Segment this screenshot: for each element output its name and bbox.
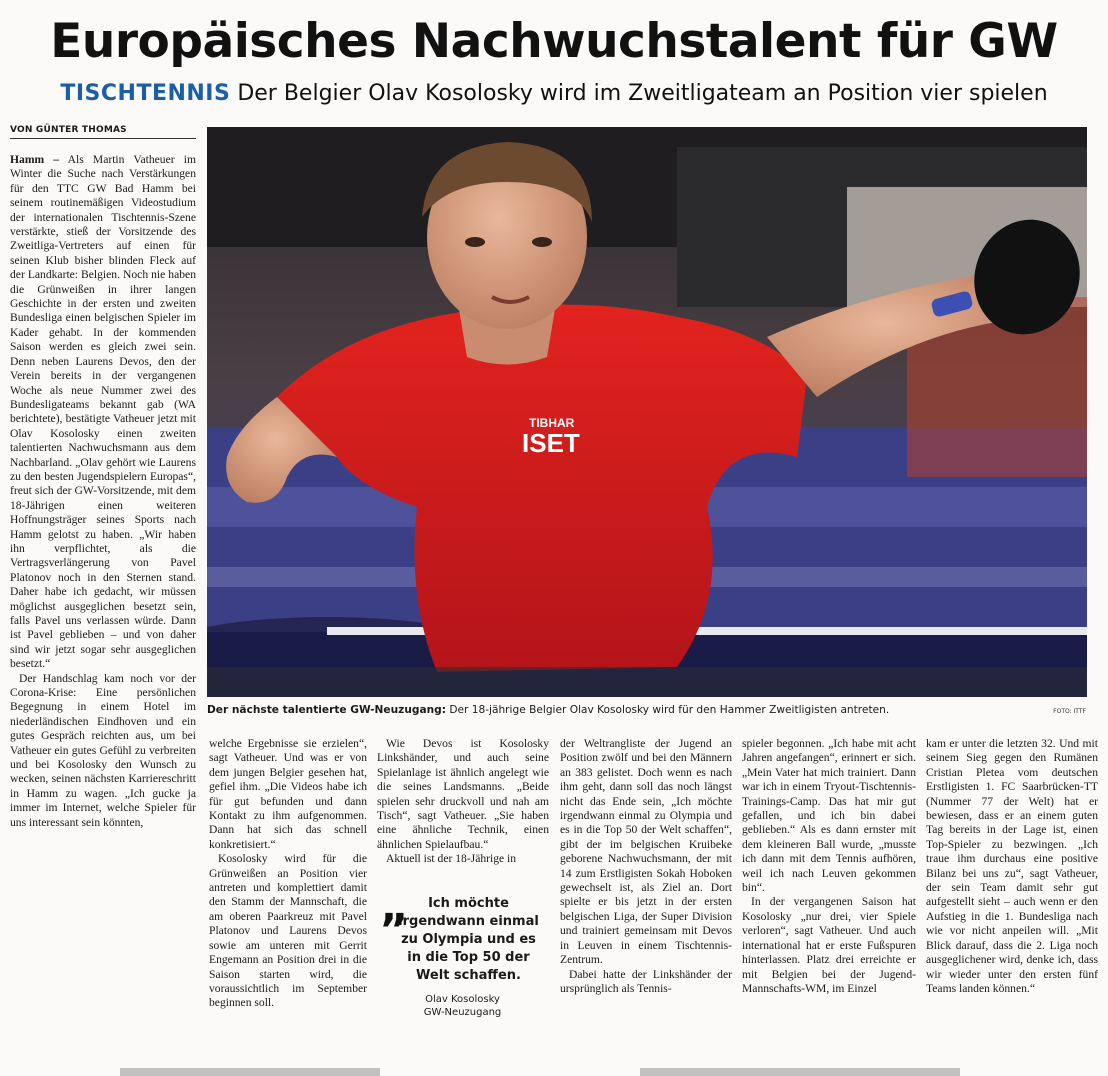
- cut-off-headline-fragment: [0, 1062, 1108, 1076]
- photo-caption: [207, 704, 1087, 716]
- table-tennis-player-image: [207, 127, 1087, 697]
- dateline: Hamm –: [10, 153, 60, 166]
- paragraph: Kosolosky wird für die Grünweißen an Position vier antreten und komplettiert damit den Stamm der Mannschaft, die am oberen Paarkreuz mit Pavel Platonov und Laurens Devos sowie am unteren mit Gerrit Engemann an Position drei in die Saison starten wird, die voraussichtlich im September beginnen soll.: [209, 852, 367, 1010]
- paragraph: welche Ergebnisse sie erzielen“, sagt Vatheuer. Und was er von dem jungen Belgier gesehen hat, gefiel ihm. „Die Videos habe ich für gut befunden und dann Kontakt zu ihm aufgenommen. Dann hat sich das schnell konkretisiert.“: [209, 737, 367, 851]
- paragraph: Der Handschlag kam noch vor der Corona-Krise: Eine persönlichen Begegnung in einem Hotel im niederländischen Eindhoven und ein gutes Gespräch reichten aus, um bei Vatheuer ein gutes Gefühl zu verbreiten und bei Kosolosky den Wunsch zu wecken, seinen nächsten Karriereschritt in Hamm zu wagen. „Ich gucke ja immer im Internet, welche Spieler für uns interessant sein könnten,: [10, 671, 196, 829]
- paragraph-text: Als Martin Vatheuer im Winter die Suche nach Verstärkungen für den TTC GW Bad Hamm bei seinem routinemäßigen Videostudium der internationalen Tischtennis-Szene verstärkte, stieß der Vorsitzende des Zweitliga-Vertreters auf einen für seinen Klub bisher blinden Fleck auf der Landkarte: Belgien. Noch nie haben die Grünweißen in ihrer langen Geschichte in der ersten und zweiten Bundesliga einen belgischen Spieler im Kader gehabt. In der kommenden Saison werden es gleich zwei sein. Denn neben Laurens Devos, den der Verein bereits in der vergangenen Woche als neue Nummer zwei des Bundesligateams bekannt gab (WA berichtete), bestätigte Vatheuer jetzt mit Olav Kosolosky einen zweiten talentierten Nachwuchsmann aus dem Nachbarland. „Olav gehört wie Laurens zu den besten Jugendspielern Europas“, freut sich der GW-Vorsitzende, mit dem 18-Jährigen einen weiteren Hoffnungsträger seines Sports nach Hamm gelotst zu haben. „Wir haben ihn verpflichtet, als die Vertragsverlängerung von Pavel Platonov noch in den Sternen stand. Daher habe ich gedacht, wir müssen möglichst ausgeglichen besetzt sein, falls Pavel uns verlassen würde. Dann ist Pavel geblieben – und von daher sind wir jetzt sogar sehr ausgeglichen besetzt.“: [10, 153, 196, 671]
- rubric-label: TISCHTENNIS: [60, 81, 231, 106]
- quote-mark: „: [380, 881, 409, 932]
- jersey-brand: TIBHAR: [529, 416, 575, 430]
- article-photo: [207, 127, 1087, 697]
- caption-lead: Der nächste talentierte GW-Neuzugang:: [207, 704, 446, 716]
- headline: Europäisches Nachwuchstalent für GW: [50, 14, 1058, 69]
- paragraph: Wie Devos ist Kosolosky Linkshänder, und auch seine Spielanlage ist ähnlich angelegt wie die seines Landsmanns. „Beide spielen sehr druckvoll und nah am Tisch“, sagt Vatheuer. „Sie haben eine ähnliche Technik, einen ähnlichen Spielaufbau.“: [377, 737, 549, 851]
- column-5: [742, 737, 916, 996]
- paragraph: [10, 153, 196, 672]
- subheadline-line: [0, 81, 1108, 106]
- quote-author: Olav Kosolosky: [425, 994, 500, 1005]
- paragraph: In der vergangenen Saison hat Kosolosky „nur drei, vier Spiele verloren“, sagt Vatheuer. Und auch international hat er erste Fußspuren hinterlassen. Platz drei erreichte er mit Belgien bei der Jugend-Mannschafts-WM, im Einzel: [742, 895, 916, 995]
- paragraph: Aktuell ist der 18-Jährige in: [386, 852, 517, 866]
- paragraph: spieler begonnen. „Ich habe mit acht Jahren angefangen“, erinnert er sich. „Mein Vater hat mich trainiert. Dann war ich in einem Tryout-Tischtennis-Trainings-Camp. Das hat mir gut gefallen, und ich bin dabei geblieben.“ Als es dann ernster mit dem kleineren Ball wurde, „musste ich dann mit dem Tennis aufhören, weil ich nach Leuven gekommen bin“.: [742, 737, 916, 895]
- quote-author-role: GW-Neuzugang: [423, 1007, 502, 1018]
- jersey-text: ISET: [522, 428, 580, 458]
- column-1: [10, 153, 196, 1053]
- cut-off-next-article: [0, 1062, 1108, 1076]
- paragraph: Dabei hatte der Linkshänder der ursprünglich als Tennis-: [560, 967, 732, 995]
- caption-text: Der 18-jährige Belgier Olav Kosolosky wird für den Hammer Zweitligisten antreten.: [445, 704, 890, 716]
- paragraph: kam er unter die letzten 32. Und mit seinem Sieg gegen den Rumänen Cristian Pletea vom deutschen Erstligisten 1. FC Saarbrücken-TT (Nummer 77 der Welt) hat er bewiesen, dass er an einem guten Tag bereits in der Lage ist, einen Top-Spieler zu bezwingen. „Ich traue ihm durchaus eine positive Bilanz bei uns zu“, sagt Vatheuer, der sein Team damit sehr gut aufgestellt sieht – auch wenn er den Aufstieg in die 1. Bundesliga nach wie vor nicht anpeilen will. „Mit Blick darauf, dass die 2. Liga noch ausgeglichener wird, denke ich, dass wir wieder unter den ersten fünf Teams landen können.“: [926, 737, 1098, 995]
- paragraph: der Weltrangliste der Jugend an Position zwölf und bei den Männern an 383 gelistet. Doch wenn es nach ihm geht, dann soll das noch längst nicht das Ende sein, „Ich möchte irgendwann einmal zu Olympia und es in die Top 50 der Welt schaffen“, gibt der im belgischen Kruibeke geborene Nachwuchsmann, der mit 14 zum Erstligisten Sokah Hoboken gewechselt ist, als Ziel an. Dort spielte er bis jetzt in der ersten belgischen Liga, der Super Division und trainiert gemeinsam mit Devos in Leuven in einem Tischtennis-Zentrum.: [560, 737, 732, 967]
- quote-text: Ich möchte irgendwann einmal zu Olympia und es in die Top 50 der Welt schaffen.: [398, 896, 539, 983]
- subheadline: Der Belgier Olav Kosolosky wird im Zweitligateam an Position vier spielen: [237, 81, 1048, 106]
- byline: VON GÜNTER THOMAS: [10, 125, 196, 139]
- column-4: [560, 737, 732, 996]
- pull-quote: [380, 881, 545, 1019]
- column-2: [209, 737, 367, 1011]
- photo-credit: FOTO: ITTF: [1053, 708, 1086, 715]
- column-6: [926, 737, 1098, 996]
- column-3: [377, 737, 549, 867]
